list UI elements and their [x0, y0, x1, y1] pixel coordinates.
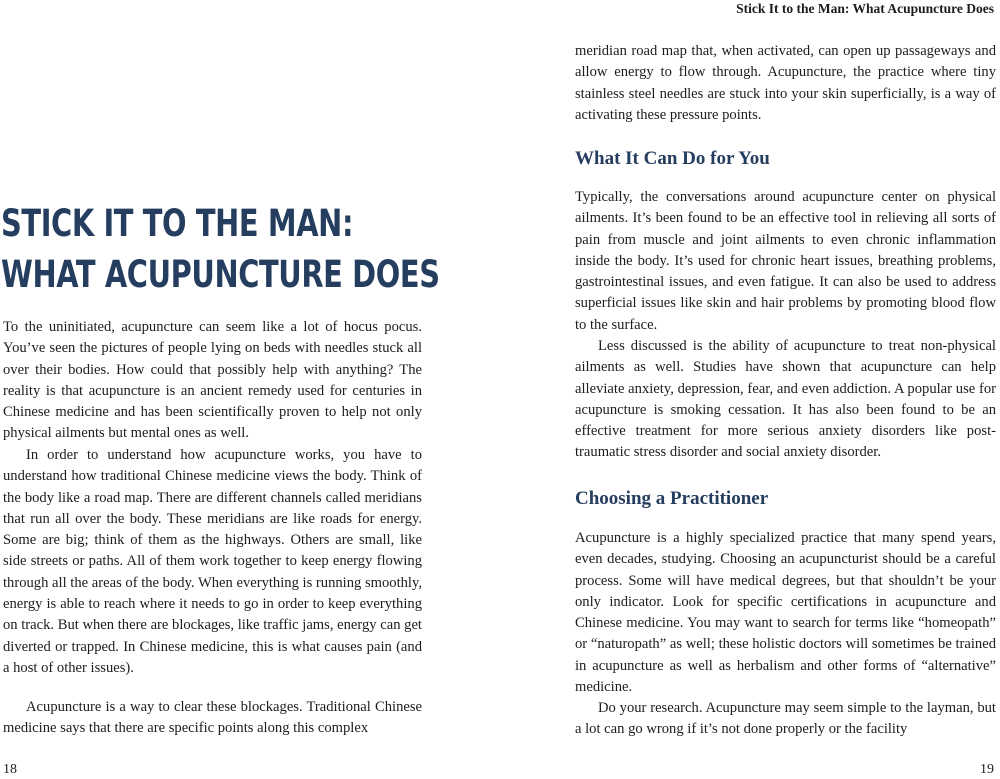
section2-paragraph-2: Do your research. Acupuncture may seem simple to the layman, but a lot can go wrong if it’s not done properly or the facility	[575, 700, 996, 738]
chapter-title	[1, 198, 440, 300]
running-head: Stick It to the Man: What Acupuncture Does	[736, 1, 994, 16]
chapter-title-line-2: WHAT ACUPUNCTURE DOES	[1, 253, 440, 296]
left-page-number: 18	[3, 762, 17, 777]
chapter-title-line-1: STICK IT TO THE MAN:	[1, 202, 354, 245]
section1-paragraph-1: Typically, the conversations around acupuncture center on physical ailments. It’s been found to be an effective tool in relieving all sorts of pain from muscle and joint ailments to even chronic inflammation inside the body. It’s used for chronic heart issues, breathing problems, gastrointestinal issues, and even fatigue. It can also be used to address superficial issues like skin and hair problems by promoting blood flow to the surface.	[575, 189, 996, 333]
section-heading-what-it-can-do: What It Can Do for You	[575, 148, 770, 169]
section2-paragraph-1: Acupuncture is a highly specialized practice that many spend years, even decades, studying. Choosing an acupuncturist should be a careful process. Some will have medical degrees, but that shouldn’t be your only indicator. Look for specific certifications in acupuncture and Chinese medicine. You may want to search for terms like “homeopath” or “naturopath” as well; these holistic doctors will sometimes be trained in acupuncture as well as herbalism and other forms of “alternative” medicine.	[575, 530, 996, 696]
section-heading-choosing-practitioner: Choosing a Practitioner	[575, 488, 769, 509]
left-paragraph-2: In order to understand how acupuncture works, you have to understand how traditional Chinese medicine views the body. Think of the body like a road map. There are different channels called meridians that run all over the body. These meridians are like roads for energy. Some are big; think of them as the highways. Others are small, like side streets or paths. All of them work together to keep energy flowing through all the areas of the body. When everything is running smoothly, energy is able to reach where it needs to go in order to keep everything on track. But when there are blockages, like traffic jams, energy can get diverted or trapped. In Chinese medicine, this is what causes pain (and a host of other issues).	[3, 447, 422, 676]
left-paragraph-1: To the uninitiated, acupuncture can seem like a lot of hocus pocus. You’ve seen the pictures of people lying on beds with needles stuck all over their bodies. How could that possibly help with anything? The reality is that acupuncture is an ancient remedy used for centuries in Chinese medicine and has been scientifically proven to help not only physical ailments but mental ones as well.	[3, 319, 422, 442]
section1-paragraph-2: Less discussed is the ability of acupuncture to treat non-physical ailments as well. Studies have shown that acupuncture can help alleviate anxiety, depression, fear, and even addiction. A popular use for acupuncture is smoking cessation. It has also been found to be an effective treatment for more serious anxiety disorders like post-traumatic stress disorder and social anxiety disorder.	[575, 338, 996, 461]
right-page-number: 19	[980, 762, 994, 777]
left-paragraph-3: Acupuncture is a way to clear these blockages. Traditional Chinese medicine says that there are specific points along this complex	[3, 699, 422, 737]
right-continued-paragraph: meridian road map that, when activated, can open up passageways and allow energy to flow through. Acupuncture, the practice where tiny stainless steel needles are stuck into your skin superficially, is a way of activating these pressure points.	[575, 43, 996, 123]
